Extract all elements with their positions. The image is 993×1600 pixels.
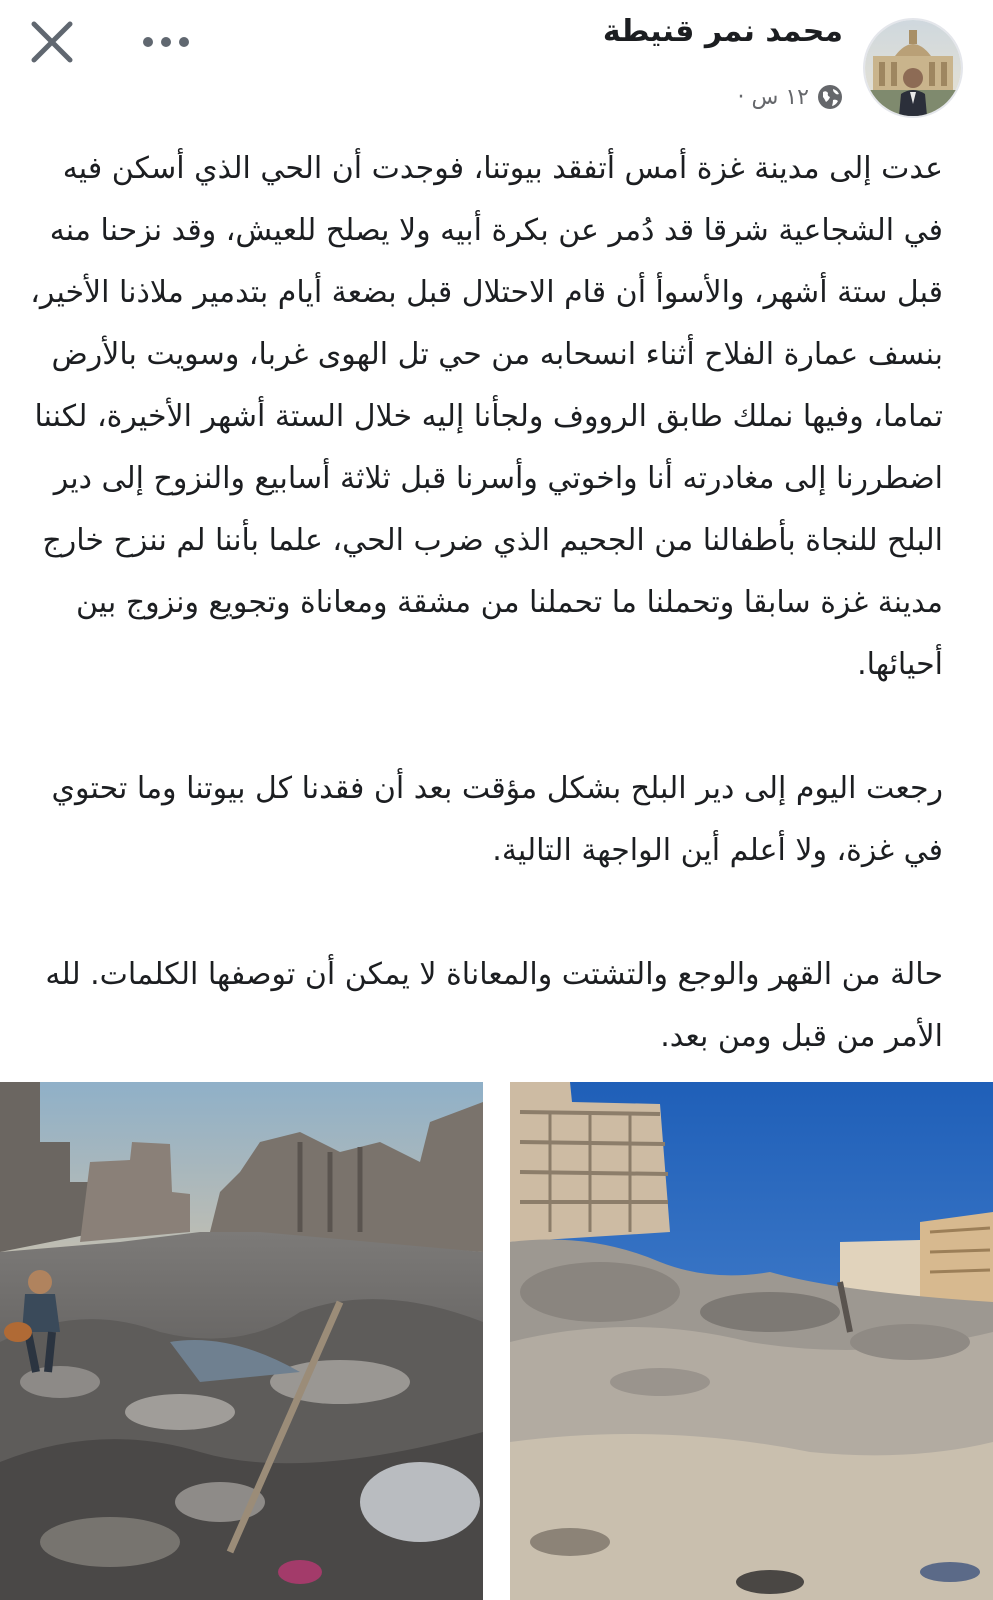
author-name[interactable]: محمد نمر قنيطة — [602, 14, 843, 49]
close-button[interactable] — [24, 14, 80, 70]
post-paragraph: عدت إلى مدينة غزة أمس أتفقد بيوتنا، فوجدت أن الحي الذي أسكن فيه في الشجاعية شرقا قد دُمر عن بكرة أبيه ولا يصلح للعيش، وقد نزحنا منه قبل ستة أشهر، والأسوأ أن قام الاحتلال قبل بضعة أيام بتدمير ملاذنا الأخير، بنسف عمارة الفلاح أثناء انسحابه من حي تل الهوى غربا، وسويت بالأرض تماما، وفيها نملك طابق الرووف ولجأنا إليه خلال الستة أشهر الأخيرة، لكننا اضطررنا إلى مغادرته أنا واخوتي وأسرنا قبل ثلاثة أسابيع والنزوح إلى دير البلح للنجاة بأطفالنا من الجحيم الذي ضرب الحي، علما بأننا لم ننزح خارج مدينة غزة سابقا وتحملنا ما تحملنا من مشقة ومعاناة وتجويع ونزوج بين أحيائها. — [30, 151, 943, 682]
more-options-button[interactable] — [130, 14, 202, 70]
photo-rubble-daylight[interactable] — [510, 1082, 993, 1600]
close-icon — [29, 19, 75, 65]
post-paragraph: رجعت اليوم إلى دير البلح بشكل مؤقت بعد أن فقدنا كل بيوتنا وما تحتوي في غزة، ولا أعلم أين الواجهة التالية. — [51, 771, 943, 868]
post-paragraph: حالة من القهر والوجع والتشتت والمعاناة لا يمكن أن توصفها الكلمات. لله الأمر من قبل ومن بعد. — [45, 957, 943, 1054]
avatar[interactable] — [863, 18, 963, 118]
globe-icon — [817, 84, 843, 110]
photo-rubble-dusk[interactable] — [0, 1082, 483, 1600]
post-meta — [738, 82, 843, 112]
more-horizontal-icon — [140, 36, 192, 48]
post-header — [0, 0, 993, 130]
post-text — [26, 138, 943, 1068]
post-time[interactable]: ١٢ س · — [737, 84, 809, 110]
post-photos — [0, 1082, 993, 1600]
